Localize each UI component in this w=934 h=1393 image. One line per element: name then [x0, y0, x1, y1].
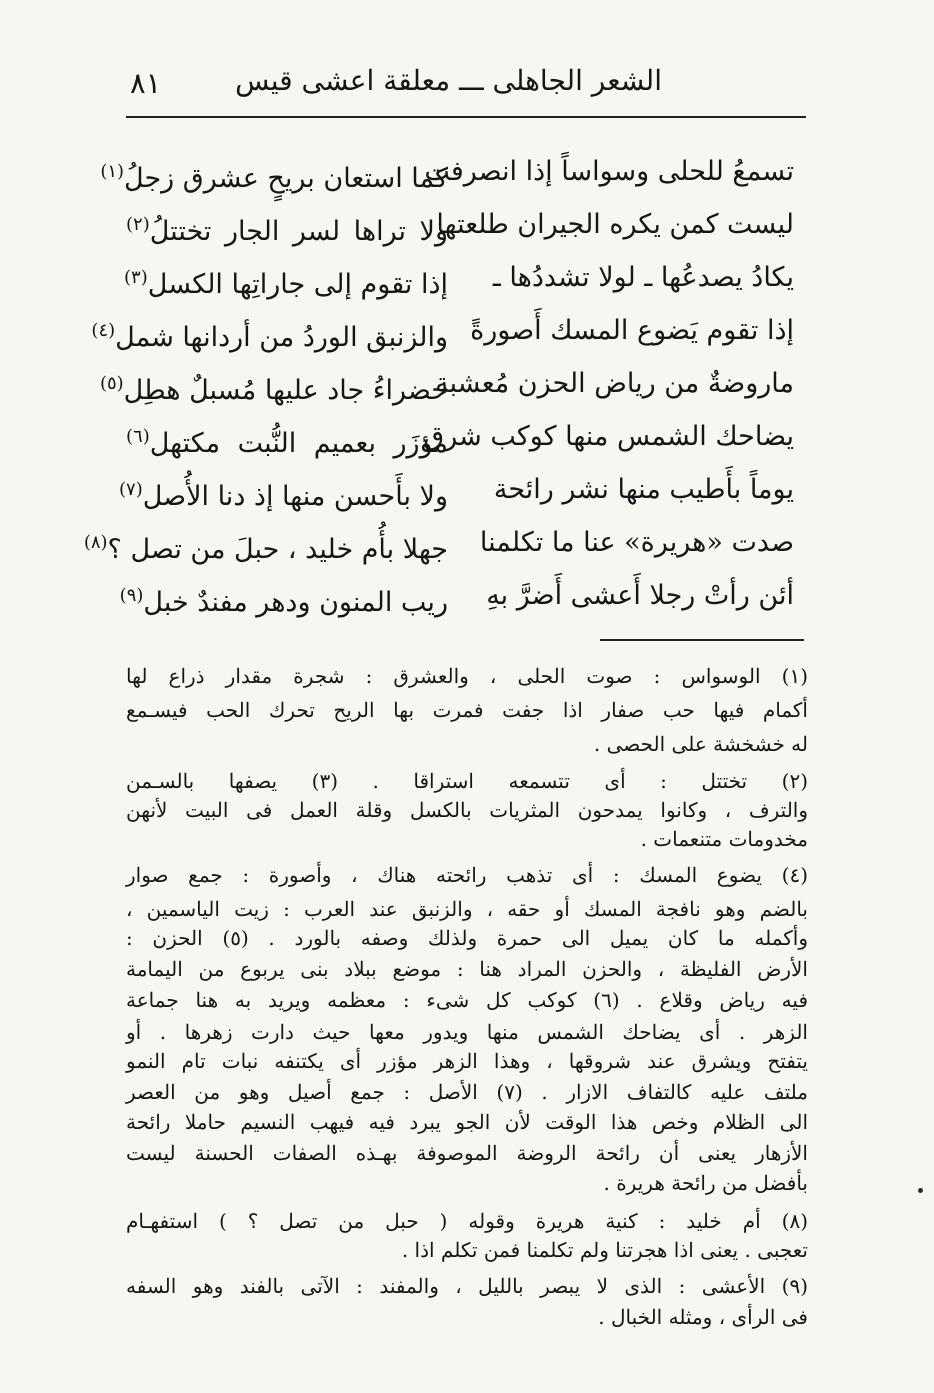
footnote-line: بالضم وهو نافجة المسك أو حقه ، والزنبق عند العرب : زيت الياسمين ، — [126, 897, 808, 921]
page-number: ٨١ — [130, 66, 162, 100]
footnote-line: والترف ، وكانوا يمدحون المثريات بالكسل وقلة العمل فى البيت لأنهن — [126, 798, 808, 822]
second-hemistich-text: مؤزَر بعميم النُّبت مكتهل — [149, 428, 448, 459]
running-title: الشعر الجاهلى ـــ معلقة اعشى قيس — [235, 64, 662, 97]
verse-footnote-marker: (٣) — [124, 267, 148, 288]
second-hemistich-text: ولا تراها لسر الجار تختتلُ — [149, 216, 448, 247]
verse-footnote-marker: (٦) — [126, 426, 150, 447]
verse-row — [126, 203, 806, 251]
footnote-line: (١) الوسواس : صوت الحلى ، والعشرق : شجرة مقدار ذراع لها — [126, 664, 808, 688]
first-hemistich: ماروضةٌ من رياض الحزن مُعشبة — [434, 368, 794, 399]
second-hemistich — [126, 415, 448, 466]
first-hemistich: أئن رأتْ رجلا أَعشى أَضرَّ بهِ — [486, 580, 794, 611]
footnote-line: يتفتح ويشرق عند شروقها ، وهذا الزهر مؤزر أى يكتنفه نبات تام النمو — [126, 1049, 808, 1073]
second-hemistich — [100, 150, 448, 201]
footnote-line: (٩) الأعشى : الذى لا يبصر بالليل ، والمفند : الآتى بالفند وهو السفه — [126, 1274, 808, 1298]
footnote-line: ملتف عليه كالتفاف الازار . (٧) الأصل : جمع أصيل وهو من العصر — [126, 1080, 808, 1104]
margin-dot — [918, 1188, 923, 1193]
verse-footnote-marker: (٨) — [83, 532, 108, 553]
second-hemistich-text: إذا تقوم إلى جاراتِها الكسل — [147, 269, 448, 300]
poem-verses — [83, 150, 806, 620]
footnote-line: تعجبى . يعنى اذا هجرتنا ولم تكلمنا فمن تكلم اذا . — [401, 1238, 808, 1262]
first-hemistich: صدت «هريرة» عنا ما تكلمنا — [479, 527, 794, 558]
footnote-line: (٤) يضوع المسك : أى تذهب رائحته هناك ، وأصورة : جمع صوار — [126, 863, 808, 887]
verse-row — [126, 415, 806, 463]
verse-row — [100, 150, 806, 198]
footnote-line: الزهر . أى يضاحك الشمس منها ويدور معها حيث دارت زهرها . أو — [126, 1020, 808, 1044]
second-hemistich — [126, 256, 448, 307]
first-hemistich: يوماً بأَطيب منها نشر رائحة — [493, 474, 794, 505]
verse-footnote-marker: (١) — [100, 161, 125, 182]
second-hemistich-text: خضراءُ جاد عليها مُسبلٌ هطِل — [123, 375, 448, 406]
second-hemistich-text: جهلا بأُم خليد ، حبلَ من تصل ؟ — [107, 534, 448, 565]
verse-footnote-marker: (٩) — [119, 585, 144, 606]
footnote-line: وأكمله ما كان يميل الى حمرة ولذلك وصفه بالورد . (٥) الحزن : — [126, 926, 809, 950]
verse-row — [91, 309, 806, 357]
verse-row — [118, 468, 806, 516]
footnote-line: بأفضل من رائحة هريرة . — [603, 1171, 808, 1195]
second-hemistich-text: والزنبق الوردُ من أردانها شمل — [115, 322, 448, 353]
second-hemistich-text: ريب المنون ودهر مفندٌ خبل — [143, 587, 448, 618]
footnote-line: الأزهار يعنى أن رائحة الروضة الموصوفة بهـذه الصفات الحسنة ليست — [126, 1141, 808, 1165]
verse-footnote-marker: (٤) — [91, 320, 116, 341]
second-hemistich — [83, 521, 448, 572]
verse-footnote-marker: (٢) — [126, 214, 150, 235]
second-hemistich — [118, 468, 448, 519]
second-hemistich-text: كما استعان بريحٍ عشرق زجلُ — [124, 163, 448, 194]
footnote-line: الى الظلام وخص هذا الوقت لأن الجو يبرد فيه فيهب النسيم حاملا رائحة — [126, 1110, 808, 1134]
first-hemistich: ليست كمن يكره الجيران طلعتها — [436, 209, 794, 240]
second-hemistich — [126, 203, 448, 254]
header-rule — [126, 116, 806, 118]
second-hemistich — [119, 574, 448, 625]
footnote-line: الأرض الفليظة ، والحزن المراد هنا : موضع ببلاد بنى يربوع من اليمامة — [126, 957, 808, 981]
footnote-line: (٨) أم خليد : كنية هريرة وقوله ( حبل من تصل ؟ ) استفهـام — [126, 1209, 808, 1233]
verse-footnote-marker: (٥) — [99, 373, 124, 394]
first-hemistich: إذا تقوم يَضوع المسك أَصورةً — [470, 315, 794, 346]
second-hemistich — [99, 362, 448, 413]
footnote-line: له خشخشة على الحصى . — [593, 732, 808, 756]
verse-row — [99, 362, 806, 410]
footnote-line: فيه رياض وقلاع . (٦) كوكب كل شىء : معظمه ويريد به هنا جماعة — [126, 988, 808, 1012]
page-header — [126, 64, 806, 108]
footnote-line: أكمام فيها حب صفار اذا جفت فمرت بها الريح تحرك الحب فيسـمع — [126, 698, 808, 722]
footnote-separator — [600, 639, 804, 641]
second-hemistich — [91, 309, 448, 360]
verse-footnote-marker: (٧) — [118, 479, 143, 500]
verse-row — [83, 521, 806, 569]
second-hemistich-text: ولا بأَحسن منها إذ دنا الأُصل — [142, 481, 448, 512]
verse-row — [119, 574, 806, 622]
footnote-line: (٢) تختتل : أى تتسمعه استراقا . (٣) يصفها بالسـمن — [126, 769, 808, 793]
first-hemistich: تسمعُ للحلى وسواساً إذا انصرفت — [424, 156, 794, 187]
footnotes-section — [126, 662, 812, 1348]
footnote-line: مخدومات متنعمات . — [640, 827, 808, 851]
footnote-line: فى الرأى ، ومثله الخبال . — [598, 1305, 808, 1329]
verse-row — [126, 256, 806, 304]
first-hemistich: يضاحك الشمس منها كوكب شرق — [423, 421, 794, 452]
first-hemistich: يكادُ يصدعُها ـ لولا تشددُها ـ — [492, 262, 794, 293]
